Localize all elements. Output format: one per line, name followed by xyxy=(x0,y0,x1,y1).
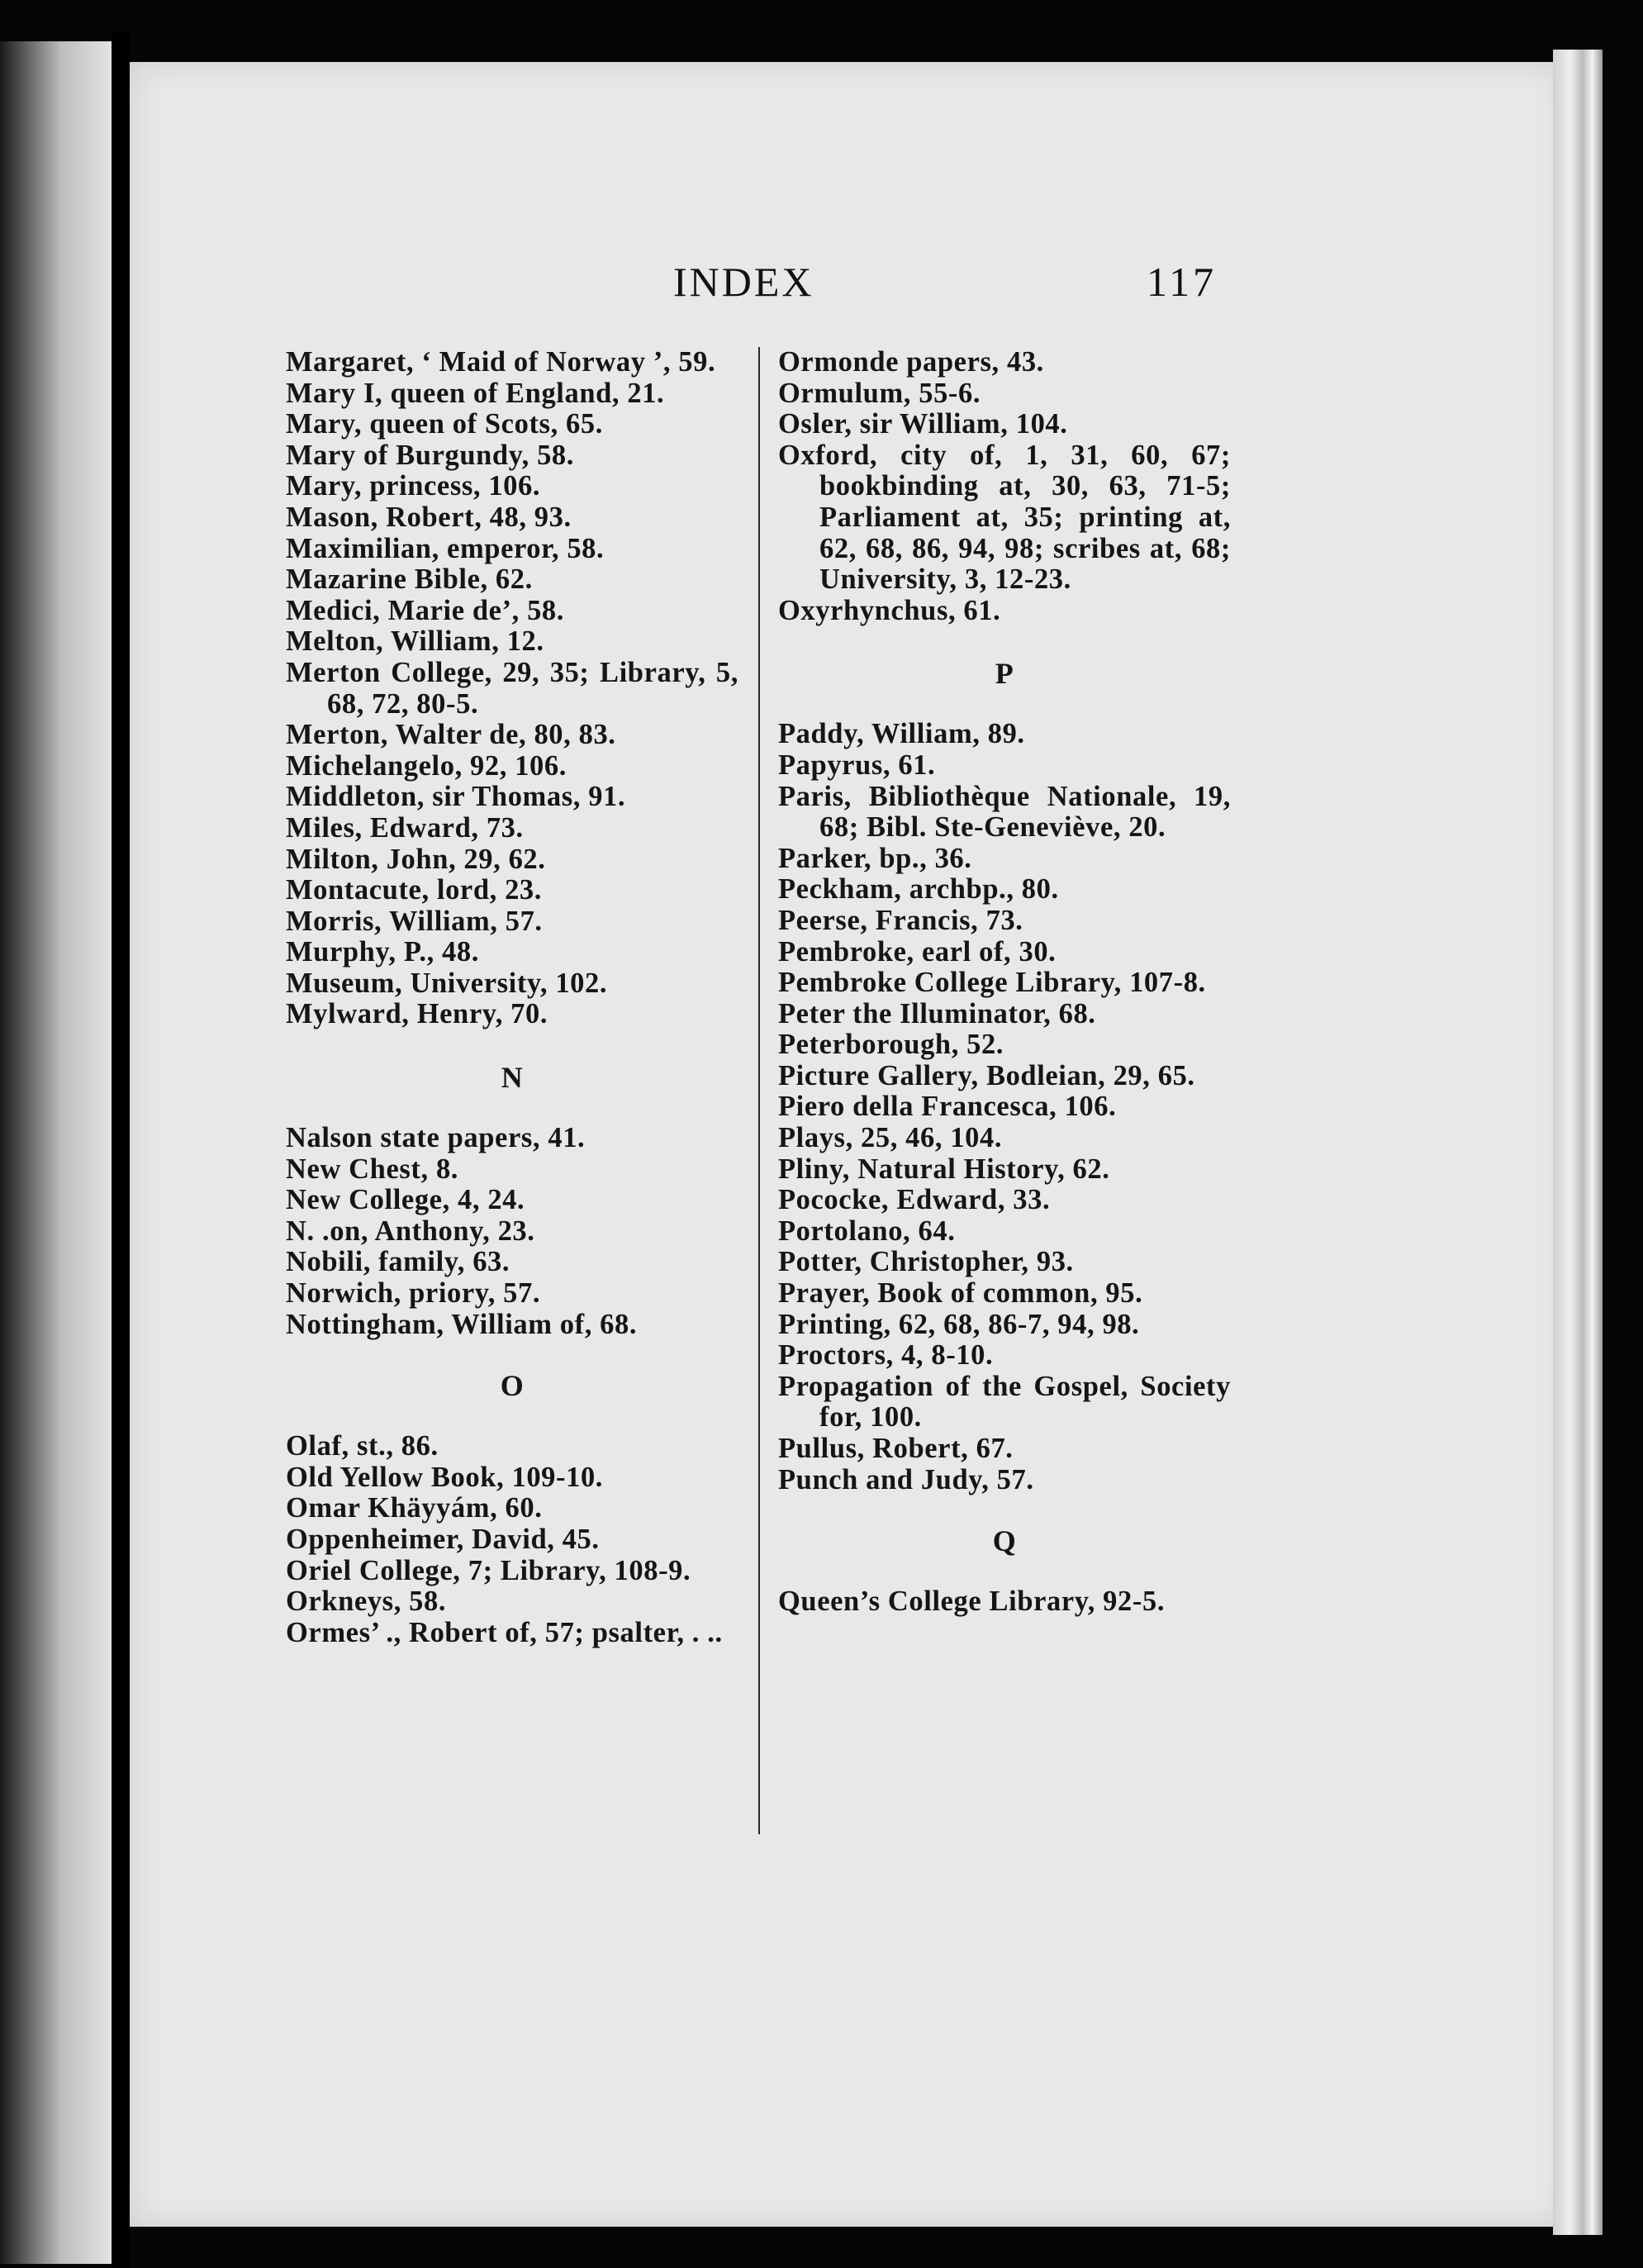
index-entry: Peerse, Francis, 73. xyxy=(778,904,1023,936)
index-entry: Oxford, city of, 1, 31, 60, 67; bookbinding at, 30, 63, 71-5; Parliament at, 35; printing at, 62, 68, 86, 94, 98; scribes at, 68; University, 3, 12-23. xyxy=(778,439,1231,596)
section-letter-p: P xyxy=(995,657,1014,691)
index-entry: Mary of Burgundy, 58. xyxy=(286,439,575,471)
index-entry: Medici, Marie de’, 58. xyxy=(286,594,565,626)
page-stack-edge xyxy=(1553,50,1603,2235)
index-entry: Ormonde papers, 43. xyxy=(778,346,1044,378)
index-entry: Michelangelo, 92, 106. xyxy=(286,749,567,782)
column-divider xyxy=(758,347,760,1834)
index-entry: Mason, Robert, 48, 93. xyxy=(286,501,572,533)
facing-page-edge xyxy=(0,41,112,2264)
index-entry: Margaret, ‘ Maid of Norway ’, 59. xyxy=(286,346,716,378)
index-entry: Murphy, P., 48. xyxy=(286,936,479,968)
index-entry: Peterborough, 52. xyxy=(778,1029,1004,1061)
index-entry: Potter, Christopher, 93. xyxy=(778,1246,1074,1278)
index-section-q xyxy=(778,1586,1231,1618)
index-entry: New College, 4, 24. xyxy=(286,1184,525,1216)
index-entry: Norwich, priory, 57. xyxy=(286,1277,541,1310)
running-header xyxy=(0,258,1643,307)
index-section-m xyxy=(286,347,738,1030)
section-letter-n: N xyxy=(501,1061,524,1095)
index-entry: Maximilian, emperor, 58. xyxy=(286,532,605,564)
index-entry: Pliny, Natural History, 62. xyxy=(778,1153,1110,1185)
index-entry: Paddy, William, 89. xyxy=(778,718,1025,750)
section-letter-o: O xyxy=(500,1369,525,1403)
index-entry: Proctors, 4, 8-10. xyxy=(778,1339,994,1372)
index-entry: Piero della Francesca, 106. xyxy=(778,1091,1117,1123)
index-entry: Portolano, 64. xyxy=(778,1215,956,1247)
index-entry: Mazarine Bible, 62. xyxy=(286,563,533,596)
index-column-left xyxy=(286,347,738,1648)
index-entry: Plays, 25, 46, 104. xyxy=(778,1122,1003,1154)
index-entry: Papyrus, 61. xyxy=(778,749,936,781)
index-entry: Picture Gallery, Bodleian, 29, 65. xyxy=(778,1059,1195,1091)
index-entry: Oppenheimer, David, 45. xyxy=(286,1524,600,1555)
index-entry: Merton, Walter de, 80, 83. xyxy=(286,719,616,751)
index-entry: Punch and Judy, 57. xyxy=(778,1463,1034,1495)
index-entry: Peter the Illuminator, 68. xyxy=(778,997,1096,1029)
index-section-n xyxy=(286,1123,738,1340)
index-entry: Merton College, 29, 35; Library, 5, 68, 72, 80-5. xyxy=(286,656,738,720)
index-entry: Pullus, Robert, 67. xyxy=(778,1433,1014,1464)
index-entry: Oriel College, 7; Library, 108-9. xyxy=(286,1554,691,1586)
section-letter-q: Q xyxy=(992,1524,1017,1558)
book-gutter xyxy=(112,33,130,2268)
index-entry: Museum, University, 102. xyxy=(286,967,608,999)
index-entry: Ormulum, 55-6. xyxy=(778,377,981,409)
index-entry: Nobili, family, 63. xyxy=(286,1246,510,1278)
index-entry: Printing, 62, 68, 86-7, 94, 98. xyxy=(778,1308,1140,1340)
index-entry: Prayer, Book of common, 95. xyxy=(778,1277,1143,1310)
index-entry: Ormes’ ., Robert of, 57; psalter, . .. xyxy=(286,1616,723,1648)
index-entry: Melton, William, 12. xyxy=(286,625,544,658)
index-entry: Nalson state papers, 41. xyxy=(286,1122,586,1154)
index-entry: Nottingham, William of, 68. xyxy=(286,1308,638,1340)
index-section-o-continued xyxy=(778,347,1231,626)
index-entry: Montacute, lord, 23. xyxy=(286,874,543,906)
index-entry: N. .on, Anthony, 23. xyxy=(286,1215,535,1247)
index-entry: Osler, sir William, 104. xyxy=(778,408,1068,440)
index-entry: Queen’s College Library, 92-5. xyxy=(778,1586,1166,1618)
index-entry: Milton, John, 29, 62. xyxy=(286,843,546,875)
index-entry: Middleton, sir Thomas, 91. xyxy=(286,781,626,813)
index-section-o xyxy=(286,1431,738,1648)
index-entry: Paris, Bibliothèque Nationale, 19, 68; Bibl. Ste-Geneviève, 20. xyxy=(778,780,1231,844)
index-entry: Morris, William, 57. xyxy=(286,905,543,937)
index-entry: Pembroke College Library, 107-8. xyxy=(778,967,1206,999)
index-entry: Mary I, queen of England, 21. xyxy=(286,377,665,409)
page-number: 117 xyxy=(1147,259,1218,305)
page-title: INDEX xyxy=(673,259,814,305)
index-entry: Mylward, Henry, 70. xyxy=(286,998,548,1030)
index-entry: Mary, queen of Scots, 65. xyxy=(286,408,603,440)
index-entry: New Chest, 8. xyxy=(286,1153,459,1185)
index-entry: Mary, princess, 106. xyxy=(286,470,541,502)
index-entry: Orkneys, 58. xyxy=(286,1586,447,1618)
index-entry: Miles, Edward, 73. xyxy=(286,811,524,844)
index-entry: Omar Khäyyám, 60. xyxy=(286,1492,543,1524)
index-section-p xyxy=(778,719,1231,1495)
index-entry: Pococke, Edward, 33. xyxy=(778,1184,1051,1216)
index-entry: Olaf, st., 86. xyxy=(286,1430,439,1462)
index-entry: Parker, bp., 36. xyxy=(778,842,972,874)
index-entry: Pembroke, earl of, 30. xyxy=(778,935,1057,968)
index-entry: Peckham, archbp., 80. xyxy=(778,873,1059,906)
index-entry: Old Yellow Book, 109-10. xyxy=(286,1461,604,1493)
index-entry: Propagation of the Gospel, Society for, 100. xyxy=(778,1370,1231,1434)
index-entry: Oxyrhynchus, 61. xyxy=(778,594,1001,626)
index-column-right xyxy=(778,347,1231,1618)
